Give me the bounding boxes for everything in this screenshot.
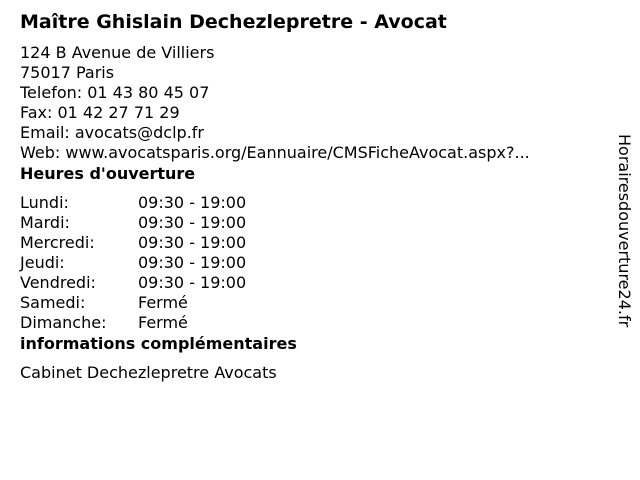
postal-city: 75017 Paris: [20, 63, 115, 82]
day-label: Lundi:: [20, 193, 69, 212]
hours-row-thursday: [20, 253, 600, 273]
content-area: [20, 9, 600, 383]
contact-block: [20, 43, 600, 163]
email-address: Email: avocats@dclp.fr: [20, 123, 204, 142]
day-label: Mercredi:: [20, 233, 95, 252]
hours-row-wednesday: [20, 233, 600, 253]
site-brand-watermark: Horairesdouverture24.fr: [615, 134, 634, 328]
fax-number: Fax: 01 42 27 71 29: [20, 103, 180, 122]
hours-row-friday: [20, 273, 600, 293]
opening-hours-table: [20, 193, 600, 333]
day-label: Jeudi:: [20, 253, 65, 272]
hours-row-monday: [20, 193, 600, 213]
day-label: Mardi:: [20, 213, 70, 232]
time-value: 09:30 - 19:00: [138, 273, 247, 292]
additional-info-text: Cabinet Dechezlepretre Avocats: [20, 363, 277, 382]
opening-hours-heading: Heures d'ouverture: [20, 164, 196, 183]
hours-row-saturday: [20, 293, 600, 313]
time-value: 09:30 - 19:00: [138, 213, 247, 232]
time-value: 09:30 - 19:00: [138, 253, 247, 272]
time-value: Fermé: [138, 293, 188, 312]
website-link[interactable]: Web: www.avocatsparis.org/Eannuaire/CMSFicheAvocat.aspx?...: [20, 143, 530, 162]
street-address: 124 B Avenue de Villiers: [20, 43, 215, 62]
day-label: Dimanche:: [20, 313, 107, 332]
page-title: Maître Ghislain Dechezlepretre - Avocat: [20, 11, 447, 33]
day-label: Vendredi:: [20, 273, 96, 292]
phone-number: Telefon: 01 43 80 45 07: [20, 83, 210, 102]
time-value: Fermé: [138, 313, 188, 332]
time-value: 09:30 - 19:00: [138, 193, 247, 212]
additional-info-heading: informations complémentaires: [20, 334, 297, 353]
hours-row-sunday: [20, 313, 600, 333]
hours-row-tuesday: [20, 213, 600, 233]
day-label: Samedi:: [20, 293, 86, 312]
time-value: 09:30 - 19:00: [138, 233, 247, 252]
